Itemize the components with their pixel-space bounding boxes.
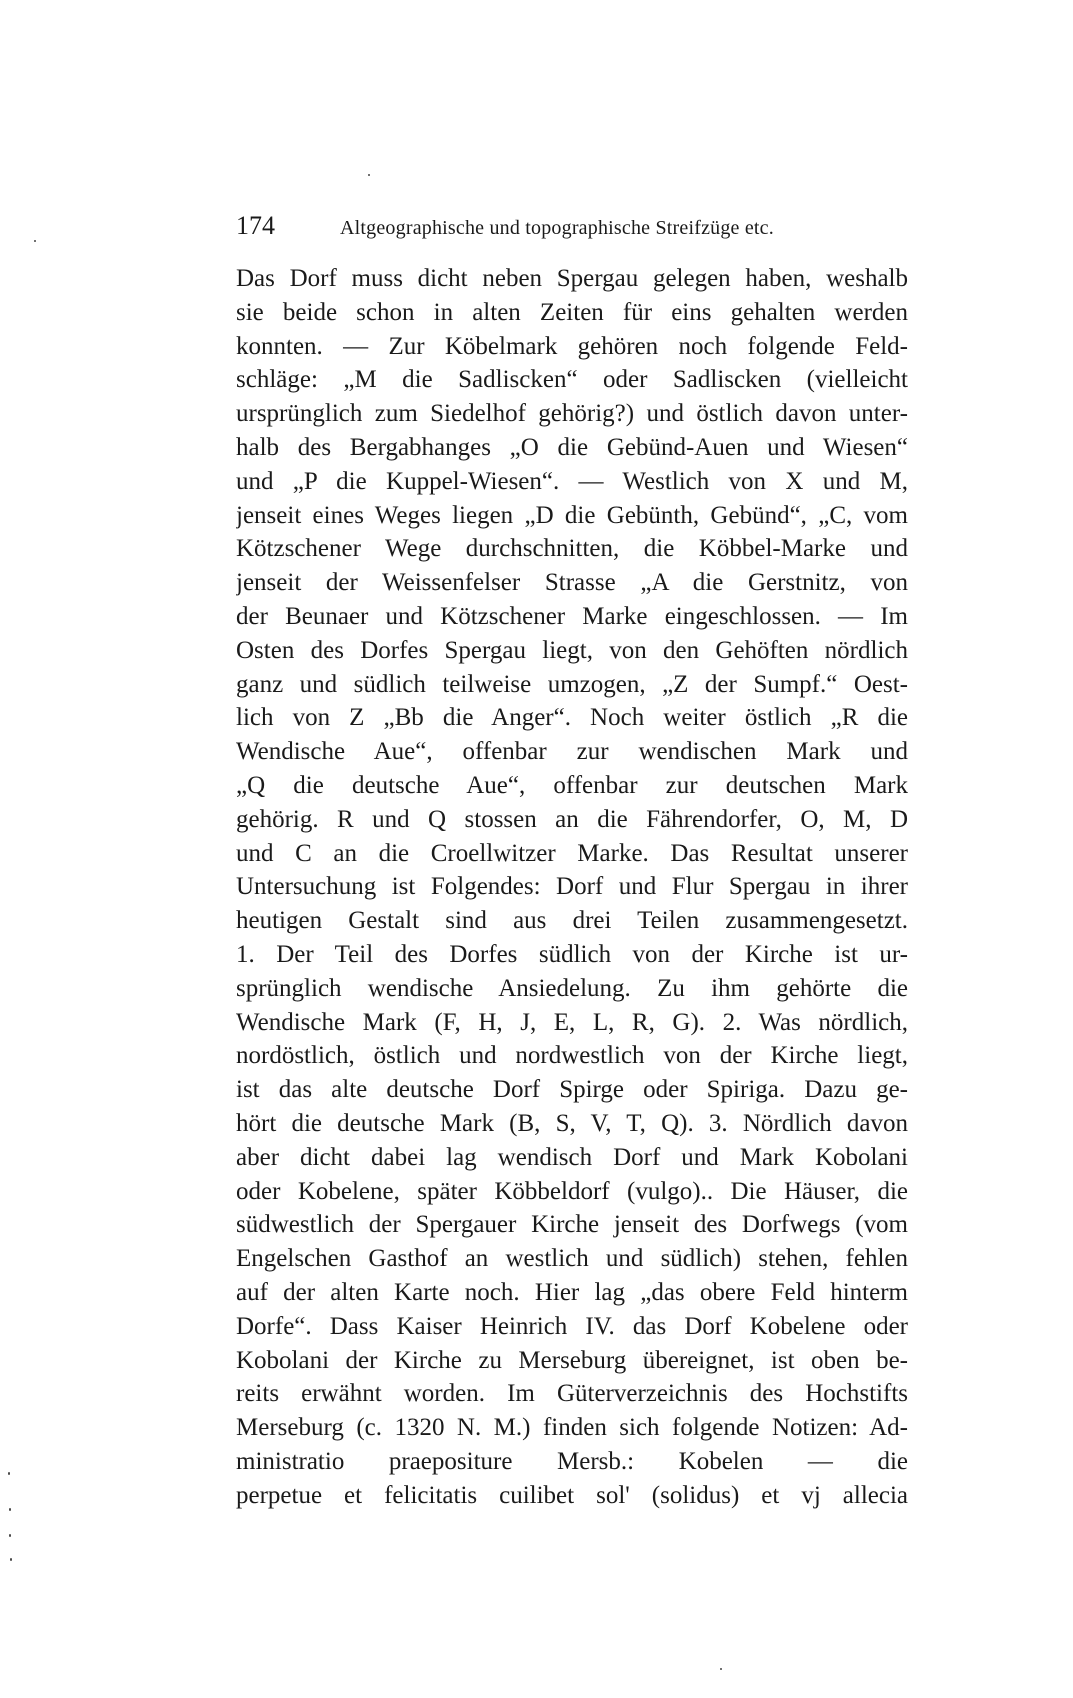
scan-speck — [34, 240, 36, 242]
text-line: lich von Z „Bb die Anger“. Noch weiter östlich „R die — [236, 704, 908, 732]
text-line: heutigen Gestalt sind aus drei Teilen zusammengesetzt. — [236, 907, 908, 935]
text-line: Dorfe“. Dass Kaiser Heinrich IV. das Dorf Kobelene oder — [236, 1312, 908, 1340]
text-line: Kobolani der Kirche zu Merseburg übereignet, ist oben be- — [236, 1346, 908, 1374]
page-header — [236, 210, 908, 246]
text-line: hört die deutsche Mark (B, S, V, T, Q). 3. Nördlich davon — [236, 1109, 908, 1137]
text-line: reits erwähnt worden. Im Güterverzeichnis des Hochstifts — [236, 1380, 908, 1408]
running-title: Altgeographische und topographische Streifzüge etc. — [340, 217, 774, 239]
text-line: Untersuchung ist Folgendes: Dorf und Flur Spergau in ihrer — [236, 873, 908, 901]
text-line: konnten. — Zur Köbelmark gehören noch folgende Feld- — [236, 332, 908, 360]
scan-speck — [368, 174, 370, 176]
body-text — [236, 262, 908, 1512]
text-line: Das Dorf muss dicht neben Spergau gelegen haben, weshalb — [236, 265, 908, 292]
text-line: sie beide schon in alten Zeiten für eins gehalten werden — [236, 298, 908, 326]
text-line: gehörig. R und Q stossen an die Fährendorfer, O, M, D — [236, 805, 908, 833]
text-line: nordöstlich, östlich und nordwestlich von der Kirche liegt, — [236, 1042, 908, 1070]
text-line: Kötzschener Wege durchschnitten, die Köbbel-Marke und — [236, 535, 908, 563]
page-number: 174 — [236, 211, 275, 240]
text-line: Wendische Aue“, offenbar zur wendischen Mark und — [236, 738, 908, 766]
text-line: ganz und südlich teilweise umzogen, „Z der Sumpf.“ Oest- — [236, 670, 908, 698]
text-line: ist das alte deutsche Dorf Spirge oder Spiriga. Dazu ge- — [236, 1076, 908, 1104]
scan-speck — [10, 1558, 12, 1561]
text-line: der Beunaer und Kötzschener Marke eingeschlossen. — Im — [236, 602, 908, 630]
text-line: Engelschen Gasthof an westlich und südlich) stehen, fehlen — [236, 1245, 908, 1273]
text-line: schläge: „M die Sadliscken“ oder Sadliscken (vielleicht — [236, 366, 908, 394]
text-line: südwestlich der Spergauer Kirche jenseit des Dorfwegs (vom — [236, 1211, 908, 1239]
text-line: Wendische Mark (F, H, J, E, L, R, G). 2. Was nördlich, — [236, 1008, 908, 1036]
text-line: Osten des Dorfes Spergau liegt, von den Gehöften nördlich — [236, 636, 908, 664]
text-line: perpetue et felicitatis cuilibet sol' (solidus) et vj allecia — [236, 1481, 908, 1509]
scan-speck — [720, 1668, 722, 1670]
text-line: und C an die Croellwitzer Marke. Das Resultat unserer — [236, 839, 908, 867]
text-line: oder Kobelene, später Köbbeldorf (vulgo).. Die Häuser, die — [236, 1177, 908, 1205]
text-line: jenseit eines Weges liegen „D die Gebünth, Gebünd“, „C, vom — [236, 501, 908, 529]
text-line: ursprünglich zum Siedelhof gehörig?) und östlich davon unter- — [236, 400, 908, 428]
text-line: aber dicht dabei lag wendisch Dorf und Mark Kobolani — [236, 1143, 908, 1171]
text-line: und „P die Kuppel-Wiesen“. — Westlich von X und M, — [236, 467, 908, 495]
scan-speck — [9, 1534, 11, 1537]
text-line: „Q die deutsche Aue“, offenbar zur deutschen Mark — [236, 771, 908, 799]
text-line: auf der alten Karte noch. Hier lag „das obere Feld hinterm — [236, 1278, 908, 1306]
scan-speck — [9, 1508, 11, 1511]
text-line: Merseburg (c. 1320 N. M.) finden sich folgende Notizen: Ad- — [236, 1414, 908, 1442]
text-line: sprünglich wendische Ansiedelung. Zu ihm gehörte die — [236, 974, 908, 1002]
text-line: jenseit der Weissenfelser Strasse „A die Gerstnitz, von — [236, 569, 908, 597]
scan-speck — [8, 1472, 10, 1475]
text-line: 1. Der Teil des Dorfes südlich von der Kirche ist ur- — [236, 940, 908, 968]
text-line: halb des Bergabhanges „O die Gebünd-Auen und Wiesen“ — [236, 433, 908, 461]
text-line: ministratio praepositure Mersb.: Kobelen — die — [236, 1447, 908, 1475]
